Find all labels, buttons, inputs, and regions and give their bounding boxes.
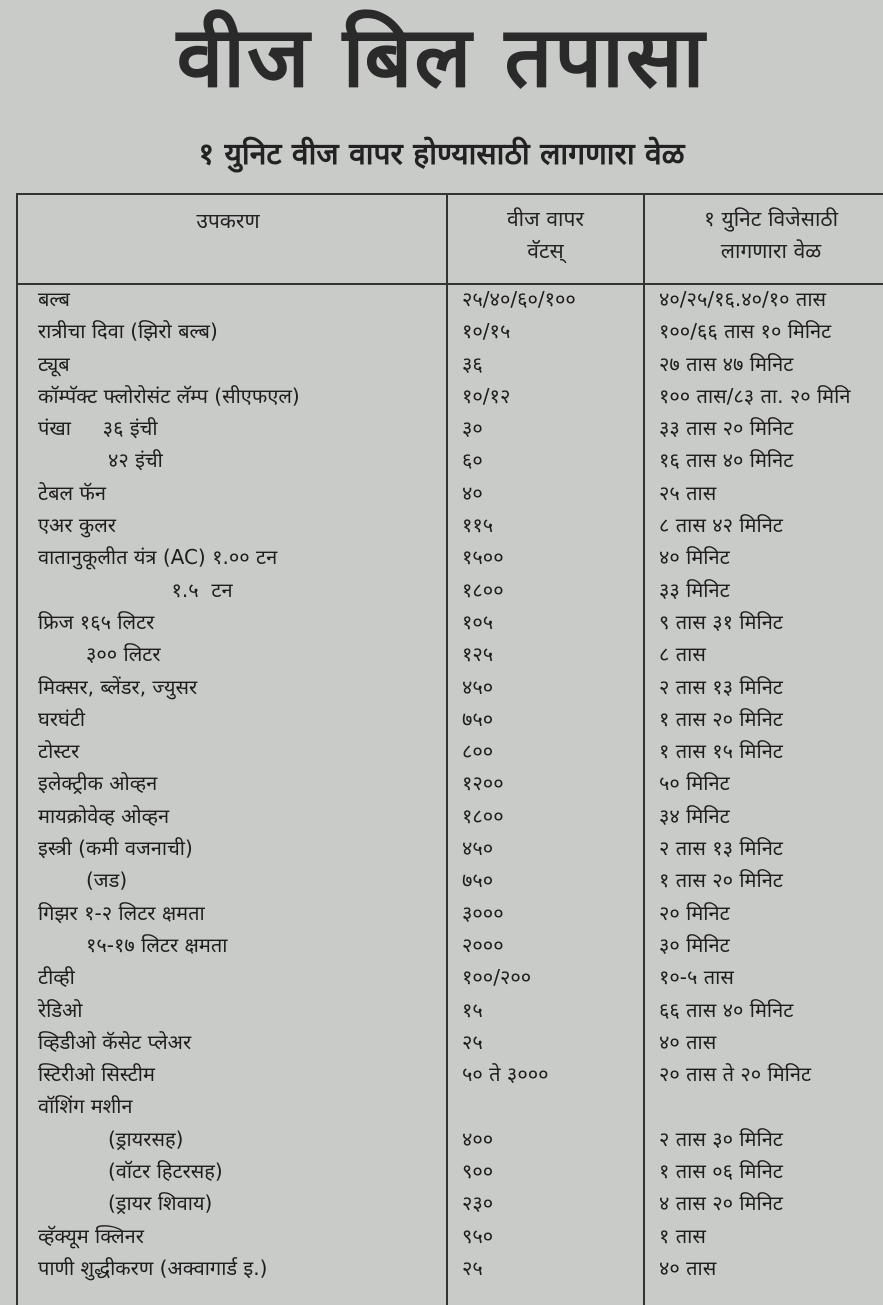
time-cell: १ तास bbox=[659, 1223, 706, 1248]
watts-cell: २५ bbox=[462, 1255, 483, 1280]
time-cell: २० मिनिट bbox=[659, 900, 730, 925]
table-row bbox=[16, 509, 883, 541]
watts-cell: ५० ते ३००० bbox=[462, 1062, 549, 1087]
appliance-cell: एअर कुलर bbox=[38, 513, 116, 538]
time-cell: ८ तास ४२ मिनिट bbox=[659, 513, 783, 538]
appliance-cell: मायक्रोवेव्ह ओव्हन bbox=[38, 803, 170, 828]
time-cell: १६ तास ४० मिनिट bbox=[659, 448, 794, 473]
table-row bbox=[16, 864, 883, 896]
watts-cell: ३६ bbox=[462, 351, 483, 376]
appliance-cell: गिझर १-२ लिटर क्षमता bbox=[38, 900, 205, 925]
time-cell: ५० मिनिट bbox=[659, 771, 730, 796]
table-row bbox=[16, 283, 883, 315]
table-row bbox=[16, 477, 883, 509]
appliance-cell: व्हॅक्यूम क्लिनर bbox=[38, 1223, 144, 1248]
header-appliance: उपकरण bbox=[196, 209, 260, 233]
table-row bbox=[16, 444, 883, 476]
appliance-cell: मिक्सर, ब्लेंडर, ज्युसर bbox=[38, 674, 198, 699]
time-cell: १ तास २० मिनिट bbox=[659, 706, 783, 731]
watts-cell: १०५ bbox=[462, 609, 494, 634]
appliance-cell: टेबल फॅन bbox=[38, 480, 106, 505]
time-cell: ४० तास bbox=[659, 1029, 717, 1054]
watts-cell: २००० bbox=[462, 932, 504, 957]
table-row bbox=[16, 348, 883, 380]
time-cell: ४ तास २० मिनिट bbox=[659, 1191, 783, 1216]
watts-cell: १२५ bbox=[462, 642, 494, 667]
appliance-cell: पंखा ३६ इंची bbox=[38, 416, 158, 441]
watts-cell: ९०० bbox=[462, 1159, 494, 1184]
watts-cell: २५ bbox=[462, 1029, 483, 1054]
table-row bbox=[16, 1026, 883, 1058]
table-row bbox=[16, 735, 883, 767]
table-row bbox=[16, 1155, 883, 1187]
table-row bbox=[16, 929, 883, 961]
watts-cell: १००/२०० bbox=[462, 965, 532, 990]
watts-cell: ६० bbox=[462, 448, 483, 473]
watts-cell: १५ bbox=[462, 997, 483, 1022]
appliance-cell: इलेक्ट्रीक ओव्हन bbox=[38, 771, 158, 796]
header-time-per-unit: १ युनिट विजेसाठी लागणारा वेळ bbox=[703, 207, 839, 263]
appliance-cell: ३०० लिटर bbox=[86, 642, 161, 667]
appliance-cell: (ड्रायरसह) bbox=[108, 1126, 184, 1151]
table-row bbox=[16, 671, 883, 703]
watts-cell: ११५ bbox=[462, 513, 494, 538]
time-cell: ४० मिनिट bbox=[659, 545, 730, 570]
time-cell: ९ तास ३१ मिनिट bbox=[659, 609, 783, 634]
appliance-cell: रात्रीचा दिवा (झिरो बल्ब) bbox=[38, 319, 218, 344]
table-row bbox=[16, 315, 883, 347]
appliance-cell: १.५ टन bbox=[38, 577, 233, 602]
time-cell: २७ तास ४७ मिनिट bbox=[659, 351, 794, 376]
time-cell: २ तास ३० मिनिट bbox=[659, 1126, 783, 1151]
watts-cell: ४५० bbox=[462, 674, 494, 699]
table-row bbox=[16, 1123, 883, 1155]
page-subtitle: १ युनिट वीज वापर होण्यासाठी लागणारा वेळ bbox=[198, 137, 685, 172]
watts-cell: २५/४०/६०/१०० bbox=[462, 287, 576, 311]
table-row bbox=[16, 1058, 883, 1090]
table-row bbox=[16, 1252, 883, 1284]
time-cell: ६६ तास ४० मिनिट bbox=[659, 997, 794, 1022]
watts-cell: ४०० bbox=[462, 1126, 494, 1151]
appliance-cell: वातानुकूलीत यंत्र (AC) १.०० टन bbox=[38, 545, 278, 570]
time-cell: २० तास ते २० मिनिट bbox=[659, 1062, 812, 1087]
watts-cell: ३० bbox=[462, 416, 483, 441]
watts-cell: ८०० bbox=[462, 739, 494, 764]
appliance-cell: रेडिओ bbox=[38, 997, 83, 1022]
time-cell: १०० तास/८३ ता. २० मिनि bbox=[659, 383, 851, 408]
time-cell: १ तास २० मिनिट bbox=[659, 868, 783, 893]
table-row bbox=[16, 767, 883, 799]
header-watts: वीज वापर वॅटस् bbox=[506, 207, 584, 263]
appliance-cell: ट्यूब bbox=[38, 351, 70, 376]
table-row bbox=[16, 961, 883, 993]
time-cell: १००/६६ तास १० मिनिट bbox=[659, 319, 832, 344]
table-row bbox=[16, 703, 883, 735]
table-row bbox=[16, 1220, 883, 1252]
table-row bbox=[16, 800, 883, 832]
watts-cell: १५०० bbox=[462, 545, 504, 570]
table-row bbox=[16, 412, 883, 444]
table-body bbox=[16, 283, 883, 1284]
appliance-cell: टोस्टर bbox=[38, 739, 80, 764]
time-cell: २५ तास bbox=[659, 480, 717, 505]
appliance-cell: बल्ब bbox=[38, 287, 70, 311]
time-cell: १०-५ तास bbox=[659, 965, 734, 990]
table-row bbox=[16, 1090, 883, 1122]
time-cell: १ तास ०६ मिनिट bbox=[659, 1159, 783, 1184]
time-cell: ४०/२५/१६.४०/१० तास bbox=[659, 287, 827, 311]
time-cell: २ तास १३ मिनिट bbox=[659, 674, 783, 699]
time-cell: ३० मिनिट bbox=[659, 932, 730, 957]
table-row bbox=[16, 994, 883, 1026]
appliance-cell: (जड) bbox=[86, 868, 128, 893]
appliance-cell: व्हिडीओ कॅसेट प्लेअर bbox=[38, 1029, 192, 1054]
appliance-cell: कॉम्पॅक्ट फ्लोरोसंट लॅम्प (सीएफएल) bbox=[38, 383, 300, 408]
table-row bbox=[16, 897, 883, 929]
watts-cell: ४० bbox=[462, 480, 483, 505]
watts-cell: ७५० bbox=[462, 706, 494, 731]
watts-cell: ३००० bbox=[462, 900, 504, 925]
page-title: वीज बिल तपासा bbox=[176, 8, 707, 106]
watts-cell: ९५० bbox=[462, 1223, 494, 1248]
appliance-cell: टीव्ही bbox=[38, 965, 75, 990]
appliance-cell: (वॉटर हिटरसह) bbox=[108, 1159, 223, 1184]
table-row bbox=[16, 574, 883, 606]
watts-cell: ७५० bbox=[462, 868, 494, 893]
time-cell: ३३ मिनिट bbox=[659, 577, 730, 602]
appliance-cell: १५-१७ लिटर क्षमता bbox=[86, 932, 228, 957]
appliance-cell: ४२ इंची bbox=[108, 448, 163, 473]
time-cell: २ तास १३ मिनिट bbox=[659, 836, 783, 861]
time-cell: ३४ मिनिट bbox=[659, 803, 730, 828]
watts-cell: १२०० bbox=[462, 771, 504, 796]
watts-cell: १८०० bbox=[462, 577, 504, 602]
table-row bbox=[16, 832, 883, 864]
time-cell: ३३ तास २० मिनिट bbox=[659, 416, 794, 441]
time-cell: ४० तास bbox=[659, 1255, 717, 1280]
table-row bbox=[16, 638, 883, 670]
watts-cell: ४५० bbox=[462, 836, 494, 861]
appliance-cell: फ्रिज १६५ लिटर bbox=[38, 609, 155, 634]
watts-cell: २३० bbox=[462, 1191, 494, 1216]
table-row bbox=[16, 541, 883, 573]
watts-cell: १०/१५ bbox=[462, 319, 511, 344]
appliance-cell: (ड्रायर शिवाय) bbox=[108, 1191, 213, 1216]
table-row bbox=[16, 1187, 883, 1219]
appliance-cell: घरघंटी bbox=[38, 706, 86, 731]
table-row bbox=[16, 380, 883, 412]
appliance-cell: इस्त्री (कमी वजनाची) bbox=[38, 836, 193, 861]
time-cell: ८ तास bbox=[659, 642, 706, 667]
appliance-cell: पाणी शुद्धीकरण (अक्वागार्ड इ.) bbox=[38, 1255, 268, 1280]
time-cell: १ तास १५ मिनिट bbox=[659, 739, 783, 764]
appliance-cell: स्टिरीओ सिस्टीम bbox=[38, 1062, 155, 1087]
watts-cell: १८०० bbox=[462, 803, 504, 828]
watts-cell: १०/१२ bbox=[462, 383, 511, 408]
appliance-cell: वॉशिंग मशीन bbox=[38, 1094, 133, 1119]
table-row bbox=[16, 606, 883, 638]
